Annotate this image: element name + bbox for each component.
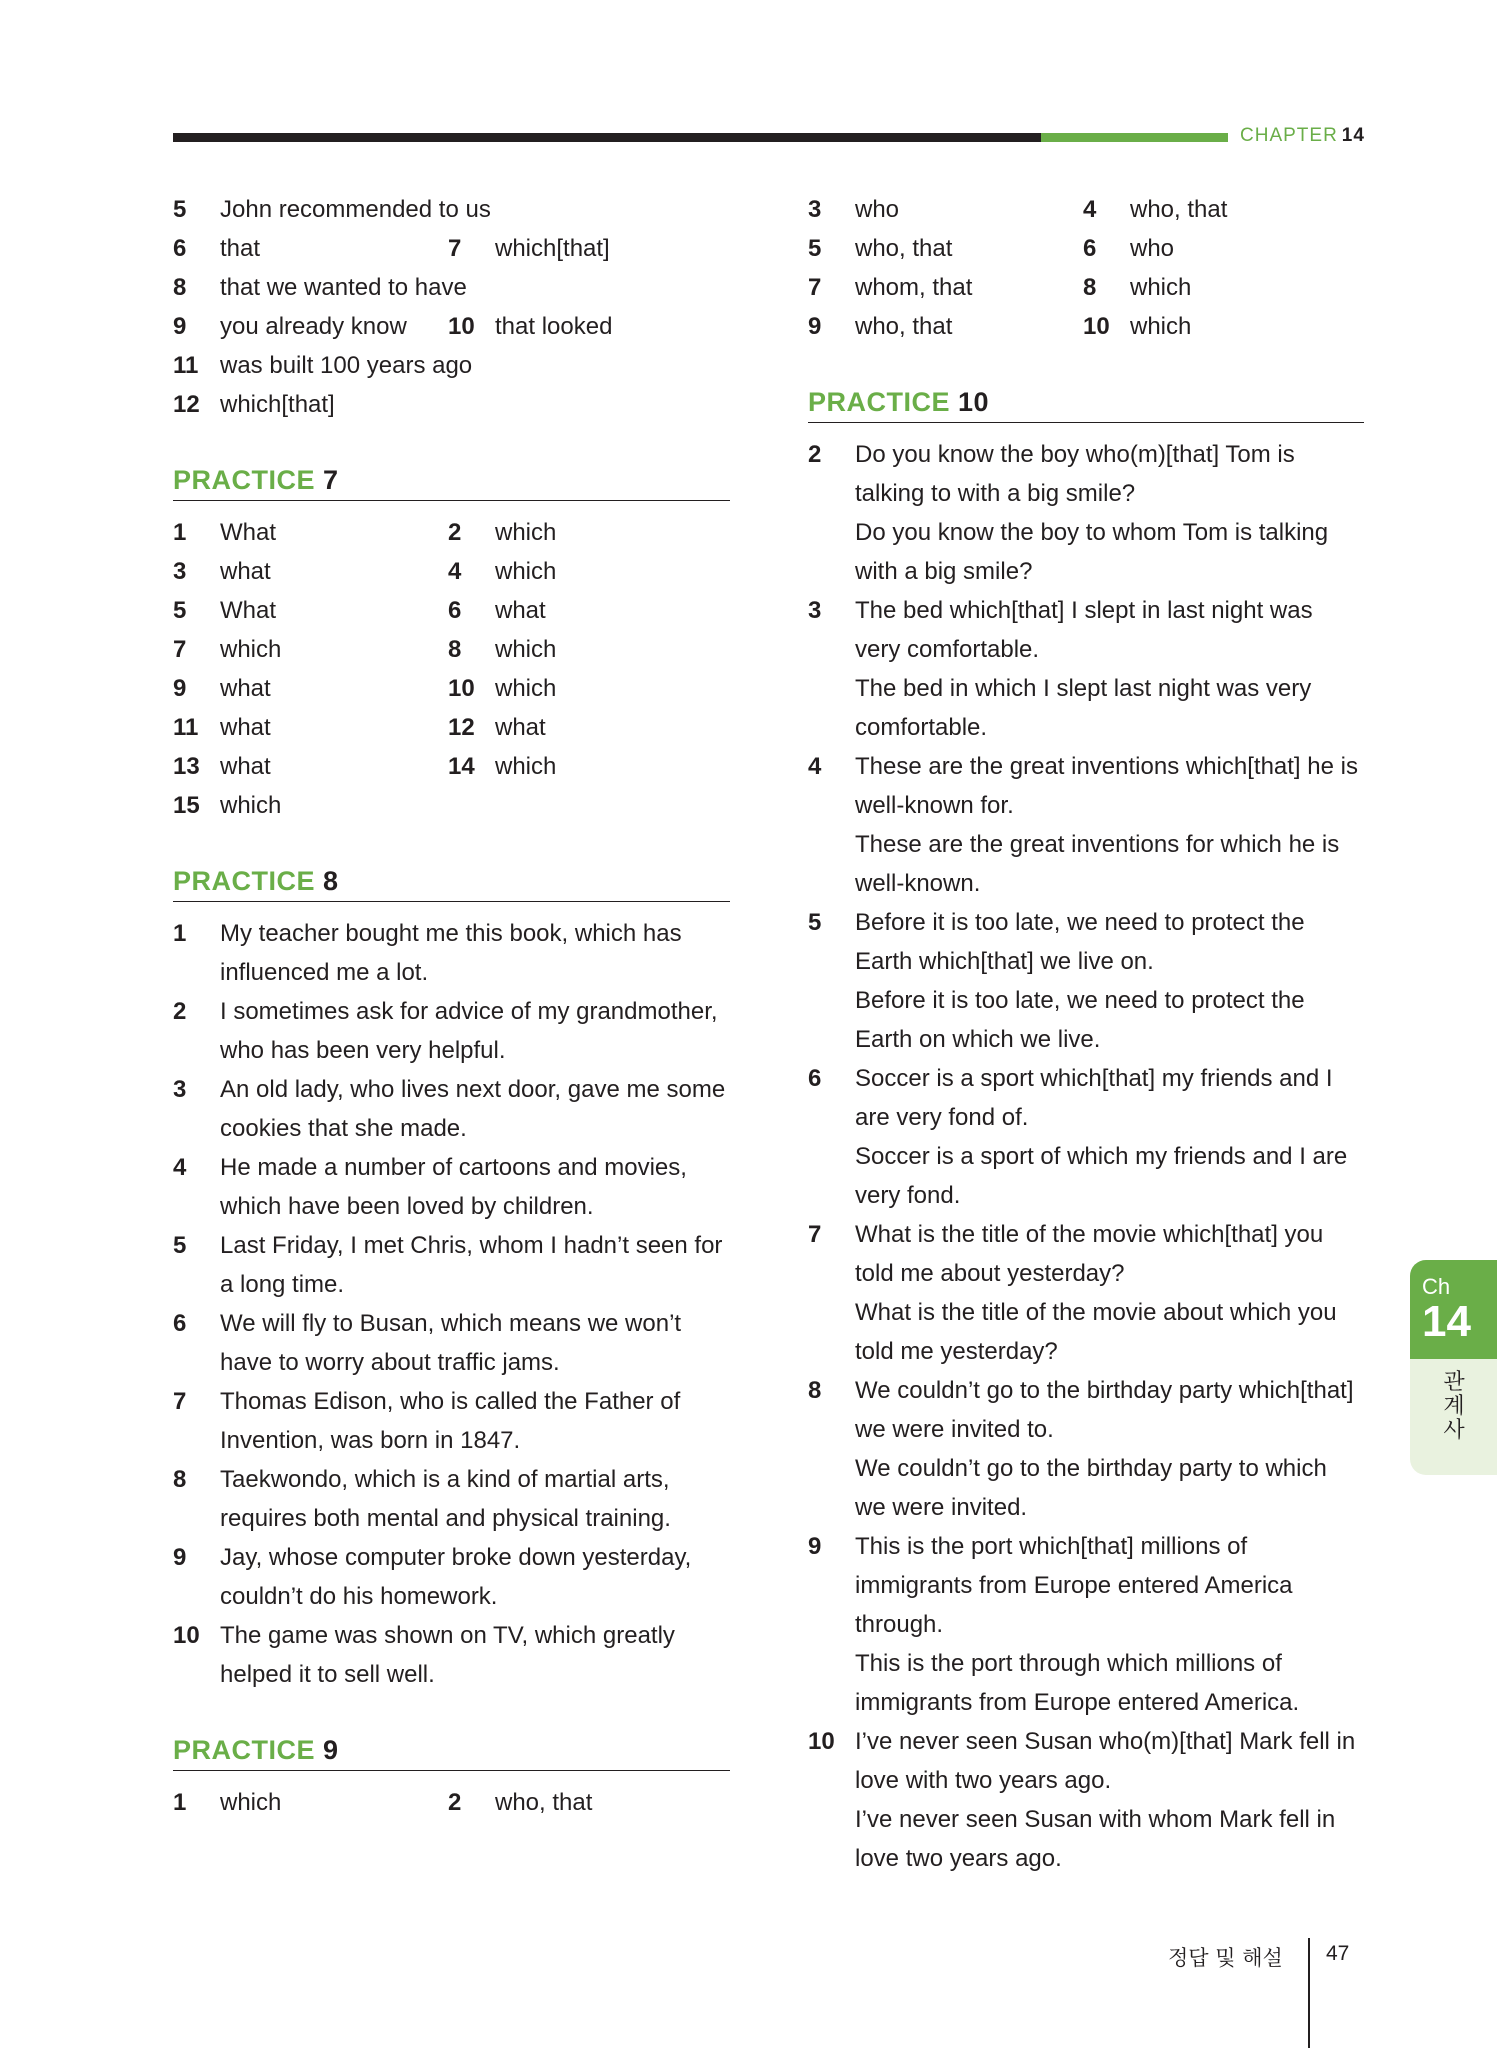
item-number: 2 — [448, 1789, 462, 1816]
item-number: 8 — [1083, 274, 1097, 301]
right-column — [808, 190, 1364, 1878]
answer-item — [1083, 190, 1358, 229]
item-number: 14 — [448, 753, 475, 780]
practice-7-answers — [173, 513, 730, 825]
practice-9-answers-continued — [808, 190, 1364, 346]
answer-item — [173, 630, 448, 669]
answer-item — [173, 1382, 730, 1460]
item-number: 12 — [173, 391, 200, 418]
item-number: 7 — [808, 1221, 822, 1248]
item-number: 2 — [173, 998, 187, 1025]
item-number: 7 — [173, 1388, 187, 1415]
item-number: 5 — [173, 597, 187, 624]
item-number: 10 — [808, 1728, 835, 1755]
answer-text: which — [495, 675, 557, 702]
practice-10-answers — [808, 435, 1364, 1878]
answer-item — [808, 229, 1083, 268]
item-number: 1 — [173, 1789, 187, 1816]
answer-text: Before it is too late, we need to protect the Earth on which we live. — [855, 987, 1305, 1053]
answer-row — [173, 786, 730, 825]
practice-7-title: PRACTICE 7 — [173, 465, 730, 501]
answer-text: who, that — [495, 1789, 593, 1816]
item-number: 1 — [173, 920, 187, 947]
answer-item — [448, 1783, 723, 1822]
answer-item — [173, 346, 730, 385]
practice-8-title: PRACTICE 8 — [173, 866, 730, 902]
answer-text: who, that — [855, 235, 953, 262]
answer-text: The bed which[that] I slept in last night was very comfortable. — [855, 597, 1313, 663]
answer-text: which[that] — [495, 235, 610, 262]
answer-text: you already know — [220, 313, 407, 340]
answer-item — [173, 786, 448, 825]
item-number: 4 — [173, 1154, 187, 1181]
answer-row — [173, 747, 730, 786]
item-number: 10 — [448, 313, 475, 340]
answer-row — [173, 229, 730, 268]
answer-text: Do you know the boy who(m)[that] Tom is talking to with a big smile? — [855, 441, 1295, 507]
answer-text: We couldn’t go to the birthday party which[that] we were invited to. — [855, 1377, 1354, 1443]
answer-row — [808, 190, 1364, 229]
answer-item — [1083, 307, 1358, 346]
answer-item — [173, 1148, 730, 1226]
answer-text: what — [220, 558, 271, 585]
answer-row — [808, 307, 1364, 346]
item-number: 5 — [808, 909, 822, 936]
answer-row — [808, 229, 1364, 268]
answer-item — [173, 513, 448, 552]
answer-text: John recommended to us — [220, 196, 491, 223]
carryover-list — [173, 190, 730, 424]
answer-text: He made a number of cartoons and movies, which have been loved by children. — [220, 1154, 687, 1220]
answer-text: What is the title of the movie about which you told me yesterday? — [855, 1299, 1337, 1365]
practice-9-answers — [173, 1783, 730, 1822]
answer-item — [173, 1783, 448, 1822]
answer-text: which — [1130, 274, 1192, 301]
answer-row — [173, 591, 730, 630]
item-number: 10 — [173, 1622, 200, 1649]
answer-item — [808, 591, 1364, 747]
answer-text: Soccer is a sport which[that] my friends and I are very fond of. — [855, 1065, 1333, 1131]
item-number: 8 — [448, 636, 462, 663]
practice-8-answers — [173, 914, 730, 1694]
item-number: 9 — [808, 313, 822, 340]
answer-text: We will fly to Busan, which means we won’t have to worry about traffic jams. — [220, 1310, 682, 1376]
answer-text: I sometimes ask for advice of my grandmother, who has been very helpful. — [220, 998, 718, 1064]
answer-item — [173, 1460, 730, 1538]
side-tab-korean: 관 계 사 — [1443, 1370, 1465, 1443]
answer-item — [448, 669, 723, 708]
answer-text: was built 100 years ago — [220, 352, 473, 379]
answer-item — [448, 747, 723, 786]
answer-text: who, that — [1130, 196, 1228, 223]
answer-item — [448, 229, 723, 268]
item-number: 6 — [1083, 235, 1097, 262]
answer-item — [173, 307, 448, 346]
answer-item — [448, 513, 723, 552]
answer-text: which — [220, 792, 282, 819]
answer-text: This is the port through which millions of immigrants from Europe entered America. — [855, 1650, 1300, 1716]
item-number: 3 — [808, 196, 822, 223]
answer-item — [173, 1538, 730, 1616]
answer-item — [448, 591, 723, 630]
answer-item — [173, 747, 448, 786]
answer-item — [808, 903, 1364, 1059]
item-number: 2 — [808, 441, 822, 468]
answer-text: what — [220, 753, 271, 780]
answer-text: which — [495, 519, 557, 546]
item-number: 3 — [808, 597, 822, 624]
left-column — [173, 190, 730, 1822]
chapter-label: CHAPTER 14 — [1240, 125, 1365, 146]
answer-text: My teacher bought me this book, which has influenced me a lot. — [220, 920, 682, 986]
answer-item — [173, 1304, 730, 1382]
answer-item — [808, 1722, 1364, 1878]
answer-text: These are the great inventions for which he is well-known. — [855, 831, 1340, 897]
item-number: 9 — [173, 675, 187, 702]
item-number: 6 — [808, 1065, 822, 1092]
answer-text: This is the port which[that] millions of immigrants from Europe entered America through. — [855, 1533, 1293, 1638]
answer-text: What — [220, 597, 277, 624]
item-number: 8 — [173, 274, 187, 301]
answer-row — [173, 552, 730, 591]
answer-item — [808, 435, 1364, 591]
answer-text: What — [220, 519, 277, 546]
item-number: 5 — [173, 196, 187, 223]
item-number: 8 — [173, 1466, 187, 1493]
answer-item — [448, 552, 723, 591]
answer-item — [173, 591, 448, 630]
practice-10-title: PRACTICE 10 — [808, 387, 1364, 423]
header-rule-green — [1041, 133, 1228, 142]
side-tab-number: 14 — [1422, 1297, 1471, 1346]
answer-text: which — [220, 636, 282, 663]
answer-item — [173, 229, 448, 268]
answer-text: Jay, whose computer broke down yesterday, couldn’t do his homework. — [220, 1544, 692, 1610]
answer-text: Soccer is a sport of which my friends and I are very fond. — [855, 1143, 1348, 1209]
answer-text: which[that] — [220, 391, 335, 418]
answer-text: Thomas Edison, who is called the Father of Invention, was born in 1847. — [220, 1388, 681, 1454]
item-number: 11 — [173, 714, 199, 741]
page-number: 47 — [1326, 1942, 1350, 1965]
answer-text: which — [495, 753, 557, 780]
answer-row — [808, 268, 1364, 307]
item-number: 1 — [173, 519, 187, 546]
answer-text: An old lady, who lives next door, gave me some cookies that she made. — [220, 1076, 726, 1142]
item-number: 7 — [448, 235, 462, 262]
answer-row — [173, 669, 730, 708]
answer-row — [173, 1783, 730, 1822]
answer-row — [173, 513, 730, 552]
answer-item — [173, 1616, 730, 1694]
answer-text: what — [220, 675, 271, 702]
answer-text: that we wanted to have — [220, 274, 467, 301]
answer-item — [808, 747, 1364, 903]
side-tab-ch: Ch — [1422, 1274, 1451, 1299]
footer-divider — [1308, 1938, 1310, 2048]
answer-text: that looked — [495, 313, 613, 340]
answer-item — [808, 1527, 1364, 1722]
answer-item — [173, 552, 448, 591]
answer-item — [173, 992, 730, 1070]
answer-text: whom, that — [855, 274, 973, 301]
answer-item — [1083, 268, 1358, 307]
answer-item — [808, 190, 1083, 229]
answer-item — [808, 1371, 1364, 1527]
item-number: 5 — [173, 1232, 187, 1259]
item-number: 7 — [173, 636, 187, 663]
answer-text: which — [220, 1789, 282, 1816]
answer-text: what — [220, 714, 271, 741]
item-number: 10 — [448, 675, 475, 702]
answer-item — [173, 1070, 730, 1148]
item-number: 15 — [173, 792, 200, 819]
item-number: 8 — [808, 1377, 822, 1404]
answer-text: what — [495, 597, 546, 624]
answer-text: what — [495, 714, 546, 741]
answer-item — [173, 385, 730, 424]
answer-item — [173, 1226, 730, 1304]
item-number: 3 — [173, 1076, 187, 1103]
answer-item — [448, 307, 723, 346]
answer-row — [173, 708, 730, 747]
answer-text: Before it is too late, we need to protect the Earth which[that] we live on. — [855, 909, 1305, 975]
item-number: 2 — [448, 519, 462, 546]
item-number: 11 — [173, 352, 199, 379]
item-number: 6 — [173, 1310, 187, 1337]
answer-item — [1083, 229, 1358, 268]
answer-text: who, that — [855, 313, 953, 340]
chapter-side-tab[interactable] — [1410, 1260, 1497, 1475]
answer-text: Last Friday, I met Chris, whom I hadn’t seen for a long time. — [220, 1232, 723, 1298]
answer-item — [808, 268, 1083, 307]
item-number: 5 — [808, 235, 822, 262]
item-number: 13 — [173, 753, 200, 780]
answer-text: Do you know the boy to whom Tom is talking with a big smile? — [855, 519, 1329, 585]
answer-item — [173, 190, 730, 229]
item-number: 4 — [1083, 196, 1097, 223]
answer-text: Taekwondo, which is a kind of martial arts, requires both mental and physical training. — [220, 1466, 671, 1532]
answer-text: The bed in which I slept last night was very comfortable. — [855, 675, 1312, 741]
answer-text: which — [495, 558, 557, 585]
answer-text: who — [1130, 235, 1175, 262]
answer-item — [808, 1059, 1364, 1215]
answer-item — [808, 307, 1083, 346]
item-number: 7 — [808, 274, 822, 301]
item-number: 3 — [173, 558, 187, 585]
answer-text: We couldn’t go to the birthday party to which we were invited. — [855, 1455, 1327, 1521]
answer-text: which — [1130, 313, 1192, 340]
answer-text: which — [495, 636, 557, 663]
answer-text: The game was shown on TV, which greatly helped it to sell well. — [220, 1622, 675, 1688]
answer-text: that — [220, 235, 261, 262]
item-number: 12 — [448, 714, 475, 741]
header-rule-dark — [173, 133, 1041, 142]
item-number: 4 — [808, 753, 822, 780]
answer-item — [448, 630, 723, 669]
answer-item — [173, 914, 730, 992]
answer-item — [173, 669, 448, 708]
answer-item — [448, 708, 723, 747]
answer-item — [173, 708, 448, 747]
practice-9-title: PRACTICE 9 — [173, 1735, 730, 1771]
item-number: 4 — [448, 558, 462, 585]
answer-item — [173, 268, 730, 307]
footer-section-label: 정답 및 해설 — [1168, 1946, 1283, 1970]
answer-text: I’ve never seen Susan with whom Mark fell in love two years ago. — [855, 1806, 1336, 1872]
answer-row — [173, 307, 730, 346]
item-number: 6 — [173, 235, 187, 262]
answer-text: These are the great inventions which[that] he is well-known for. — [855, 753, 1358, 819]
answer-text: I’ve never seen Susan who(m)[that] Mark fell in love with two years ago. — [855, 1728, 1356, 1794]
item-number: 9 — [173, 1544, 187, 1571]
item-number: 9 — [173, 313, 187, 340]
answer-text: What is the title of the movie which[that] you told me about yesterday? — [855, 1221, 1324, 1287]
item-number: 10 — [1083, 313, 1110, 340]
item-number: 9 — [808, 1533, 822, 1560]
answer-row — [173, 630, 730, 669]
item-number: 6 — [448, 597, 462, 624]
answer-text: who — [855, 196, 900, 223]
answer-item — [808, 1215, 1364, 1371]
